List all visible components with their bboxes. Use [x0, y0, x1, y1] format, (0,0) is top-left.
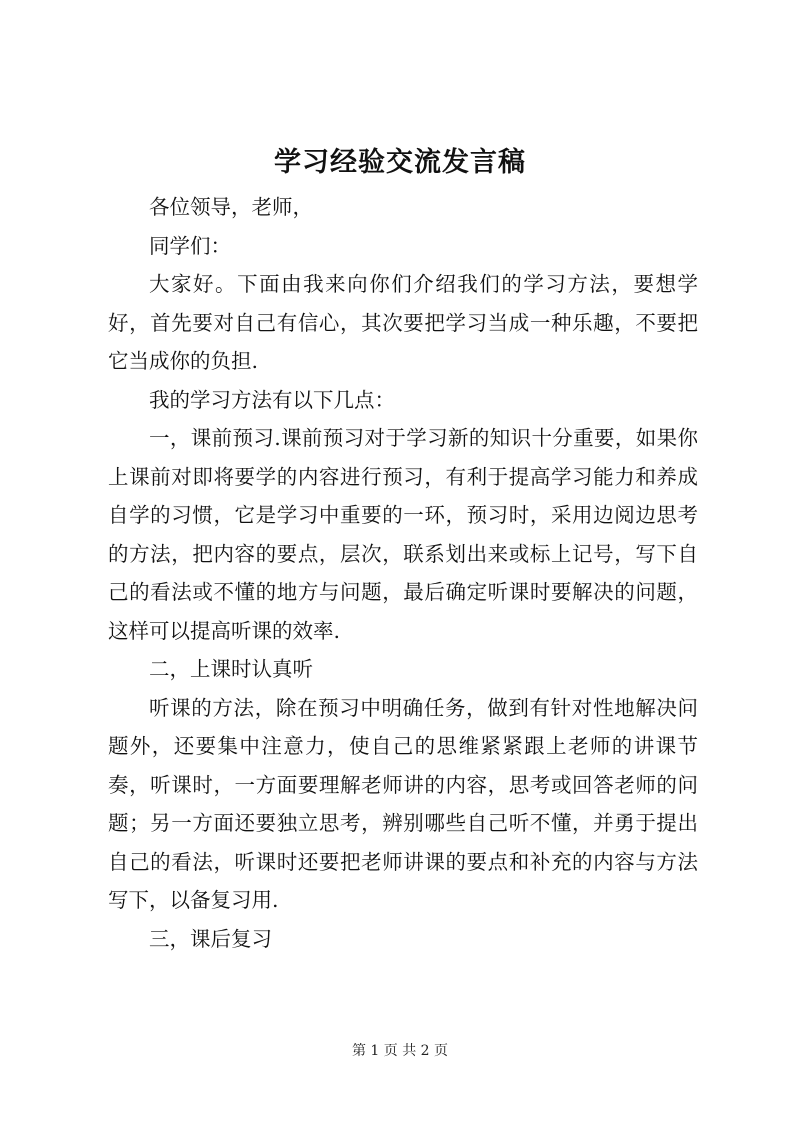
salutation-leaders: 各位领导，老师，	[149, 195, 313, 219]
paragraph-methods-lead: 我的学习方法有以下几点：	[149, 387, 395, 412]
page-footer: 第 1 页 共 2 页	[351, 1043, 449, 1059]
heading-review: 三，课后复习	[149, 926, 272, 951]
paragraph-preview: 一，课前预习.课前预习对于学习新的知识十分重要，如果你上课前对即将要学的内容进行预习，有利于提高学习能力和养成自学的习惯，它是学习中重要的一环，预习时，采用边阅边思考的方法，把内容的要点，层次，联系划出来或标上记号，写下自己的看法或不懂的地方与问题，最后确定听课时要解决的问题，这样可以提高听课的效率.	[108, 426, 698, 643]
document-title: 学习经验交流发言稿	[274, 147, 526, 178]
paragraph-intro: 大家好。下面由我来向你们介绍我们的学习方法，要想学好，首先要对自己有信心，其次要把学习当成一种乐趣，不要把它当成你的负担.	[108, 272, 698, 373]
heading-listen: 二，上课时认真听	[149, 657, 313, 681]
document-body	[108, 188, 698, 958]
paragraph-listen: 听课的方法，除在预习中明确任务，做到有针对性地解决问题外，还要集中注意力，使自己的思维紧紧跟上老师的讲课节奏，听课时，一方面要理解老师讲的内容，思考或回答老师的问题；另一方面还要独立思考，辨别哪些自己听不懂，并勇于提出自己的看法，听课时还要把老师讲课的要点和补充的内容与方法写下，以备复习用.	[108, 695, 698, 912]
salutation-students: 同学们：	[149, 233, 231, 258]
